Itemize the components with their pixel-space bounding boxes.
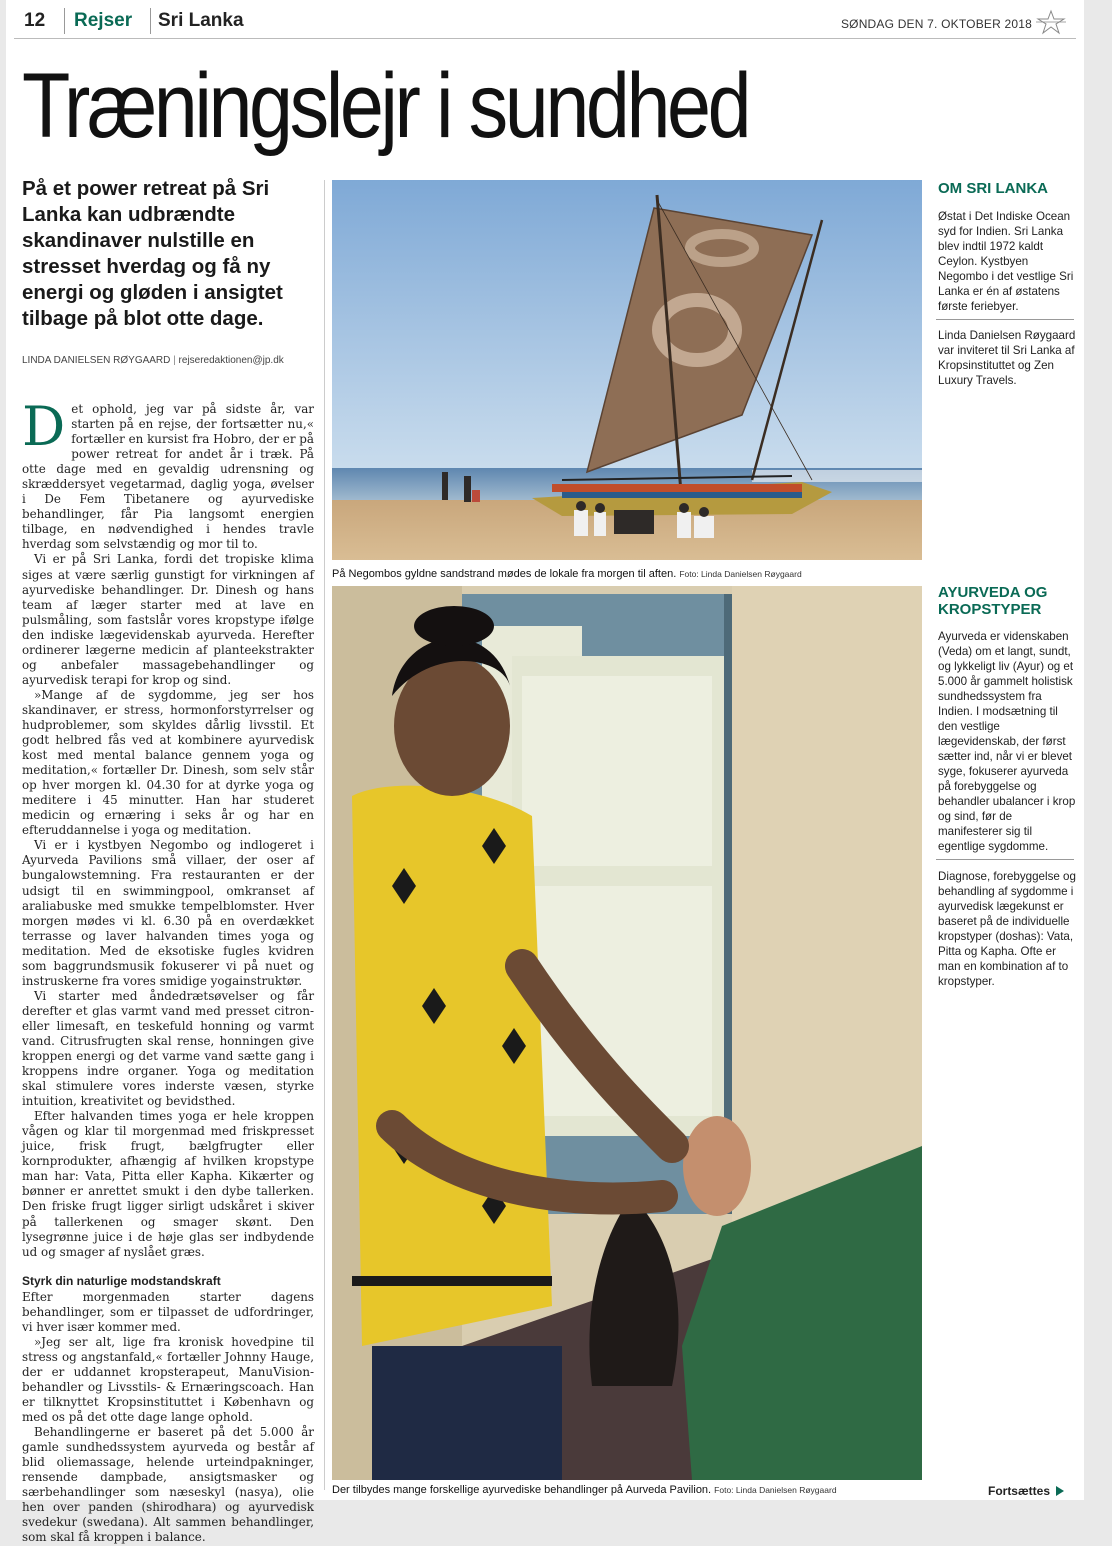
caption-text: På Negombos gyldne sandstrand mødes de lokale fra morgen til aften. (332, 568, 677, 580)
photo-caption (332, 568, 932, 580)
article-body (22, 395, 314, 1546)
byline-author: LINDA DANIELSEN RØYGAARD (22, 355, 171, 366)
photo-caption (332, 1484, 932, 1496)
body-paragraph: Vi er på Sri Lanka, fordi det tropiske klima siges at være særlig gunstigt for virkningen af ayurvediske behandlinger. Dr. Dinesh og hans team af læger starter med at lave en pulsmåling, som fastslår vores kropstype ifølge den indiske lægevidenskab ayurveda. Herefter ordinerer lægerne medicin af planteekstrakter og anbefaler massagebehandlinger og ayurvedisk terapi for krop og sind. (22, 552, 314, 687)
sidebar-text: Ayurveda er videnskaben (Veda) om et langt, sundt, og lykkeligt liv (Ayur) og et 5.000 år gammelt holistisk sundhedssystem fra Indien. I modsætning til den vestlige lægevidenskab, der først sætter ind, når vi er blevet syge, fokuserer ayurveda på forebyggelse og behandler ubalancer i krop og sind, før de manifesterer sig til egentlige sygdomme. (938, 630, 1076, 853)
sidebar-rule (936, 859, 1074, 860)
page-number: 12 (24, 10, 46, 31)
header-divider (150, 8, 151, 34)
body-paragraph: Det ophold, jeg var på sidste år, var starten på en rejse, der fortsætter nu,« fortæller en kursist fra Hobro, der er på power retreat for andet år i træk. På otte dage med en gevaldig udrensning og skræddersyet vegetarmad, daglig yoga, øvelser i De Fem Tibetanere og ayurvediske behandlinger, får Pia langsomt energien tilbage, en nødvendighed i hendes travle hverdag som selvstændig og mor til to. (22, 395, 314, 552)
photo-credit: Foto: Linda Danielsen Røygaard (714, 1485, 837, 1495)
byline-email: rejseredaktionen@jp.dk (178, 355, 284, 366)
body-paragraph: »Jeg ser alt, lige fra kronisk hovedpine til stress og angstanfald,« fortæller Johnny Hauge, der er uddannet kropsterapeut, ManuVision-behandler og Livsstils- & Ernæringscoach. Han er tilknyttet Kropsinstituttet i København og med os på det otte dage lange ophold. (22, 1334, 314, 1425)
sidebar-rule (936, 319, 1074, 320)
article-headline: Træningslejr i sundhed (22, 55, 749, 157)
sidebar-title: AYURVEDA OG KROPSTYPER (938, 584, 1048, 618)
arrow-right-icon (1056, 1486, 1064, 1496)
treatment-photo (332, 586, 922, 1480)
continued-link[interactable]: Fortsættes (988, 1484, 1064, 1498)
star-logo-icon (1036, 10, 1066, 34)
sidebar-title: OM SRI LANKA (938, 180, 1048, 197)
sidebar-note: Diagnose, forebyggelse og behandling af sygdomme i ayurvedisk lægekunst er baseret på de individuelle kropstyper (doshas): Vata, Pitta og Kapha. Ofte er man en kombination af to kropstyper. (938, 870, 1076, 988)
article-lead: På et power retreat på Sri Lanka kan udbrændte skandinaver nulstille en stresset hverdag og få ny energi og gløden i ansigtet tilbage på blot otte dage. (22, 177, 283, 330)
beach-photo (332, 180, 922, 560)
issue-date: SØNDAG DEN 7. OKTOBER 2018 (840, 17, 1032, 31)
byline: LINDA DANIELSEN RØYGAARD | rejseredaktionen@jp.dk (22, 355, 284, 366)
body-paragraph: »Mange af de sygdomme, jeg ser hos skandinaver, er stress, hormonforstyrrelser og hudproblemer, som skyldes dårlig livsstil. Et godt helbred fås ved at kombinere ayurvedisk kost med mental balance gennem yoga og meditation,« fortæller Dr. Dinesh, som selv står op hver morgen kl. 04.30 for at dyrke yoga og meditere i 45 minutter. Han har studeret medicin og ernæring i seks år og har en efteruddannelse i yoga og meditation. (22, 687, 314, 838)
column-rule (324, 180, 325, 1490)
section-name: Rejser (74, 10, 133, 31)
sidebar-note: Linda Danielsen Røygaard var inviteret til Sri Lanka af Kropsinstituttet og Zen Luxury Travels. (938, 329, 1076, 387)
newspaper-page (6, 0, 1084, 1545)
body-paragraph: Efter halvanden times yoga er hele kroppen vågen og klar til morgenmad med friskpresset juice, frisk frugt, bælgfrugter eller kornprodukter, afhængig af hvilken kropstype man har: Vata, Pitta eller Kapha. Kikærter og bønner er anrettet smukt i den dybe tallerken. Den friske frugt ligger sirligt udskåret i skiver på tallerkenen og smager skønt. Den lysegrønne juice i de høje glas ser indbydende ud og smager af nyslået græs. (22, 1109, 314, 1259)
header-rule (14, 38, 1076, 39)
body-paragraph: Efter morgenmaden starter dagens behandlinger, som er tilpasset de udfordringer, vi hver især kommer med. (22, 1289, 314, 1334)
topic-name: Sri Lanka (158, 10, 244, 31)
body-paragraph: Vi starter med åndedrætsøvelser og får derefter et glas varmt vand med presset citron- eller limesaft, en teskefuld honning og varmt vand. Citrusfrugten skal rense, honningen give kroppen energi og det varme vand sætte gang i kroppens indre organer. Yoga og meditation skal stimulere vores inderste væsen, styrke intuition, kreativitet og bevidsthed. (22, 988, 314, 1109)
body-paragraph: Vi er i kystbyen Negombo og indlogeret i Ayurveda Pavilions små villaer, der oser af bungalowstemning. Fra restauranten er der udsigt til en swimmingpool, omkranset af araliabuske med smukke tempelblomster. Hver morgen mødes vi kl. 6.30 på en overdækket terrasse og laver halvanden times yoga og meditation. Med de eksotiske fugles kvidren som baggrundsmusik fokuserer vi på nuet og instruskerne fra vores smidige yogainstruktør. (22, 838, 314, 988)
body-paragraph: Behandlingerne er baseret på det 5.000 år gamle sundhedssystem ayurveda og består af blid oliemassage, helende urteindpakninger, rensende dampbade, ansigtsmasker og særbehandlinger som næseskyl (nasya), olie hen over panden (shirodhara) og ayurvedisk svedekur (swedana). Alt sammen behandlinger, som skal få kroppen i balance. (22, 1425, 314, 1545)
sidebar-text: Østat i Det Indiske Ocean syd for Indien. Sri Lanka blev indtil 1972 kaldt Ceylon. Kystbyen Negombo i det vestlige Sri Lanka er én af østatens første feriebyer. (938, 210, 1074, 313)
header-divider (64, 8, 65, 34)
article-subhead: Styrk din naturlige modstandskraft (22, 1273, 221, 1288)
photo-credit: Foto: Linda Danielsen Røygaard (679, 569, 802, 579)
caption-text: Der tilbydes mange forskellige ayurvediske behandlinger på Aurveda Pavilion. (332, 1484, 712, 1496)
drop-cap: D (22, 395, 66, 458)
